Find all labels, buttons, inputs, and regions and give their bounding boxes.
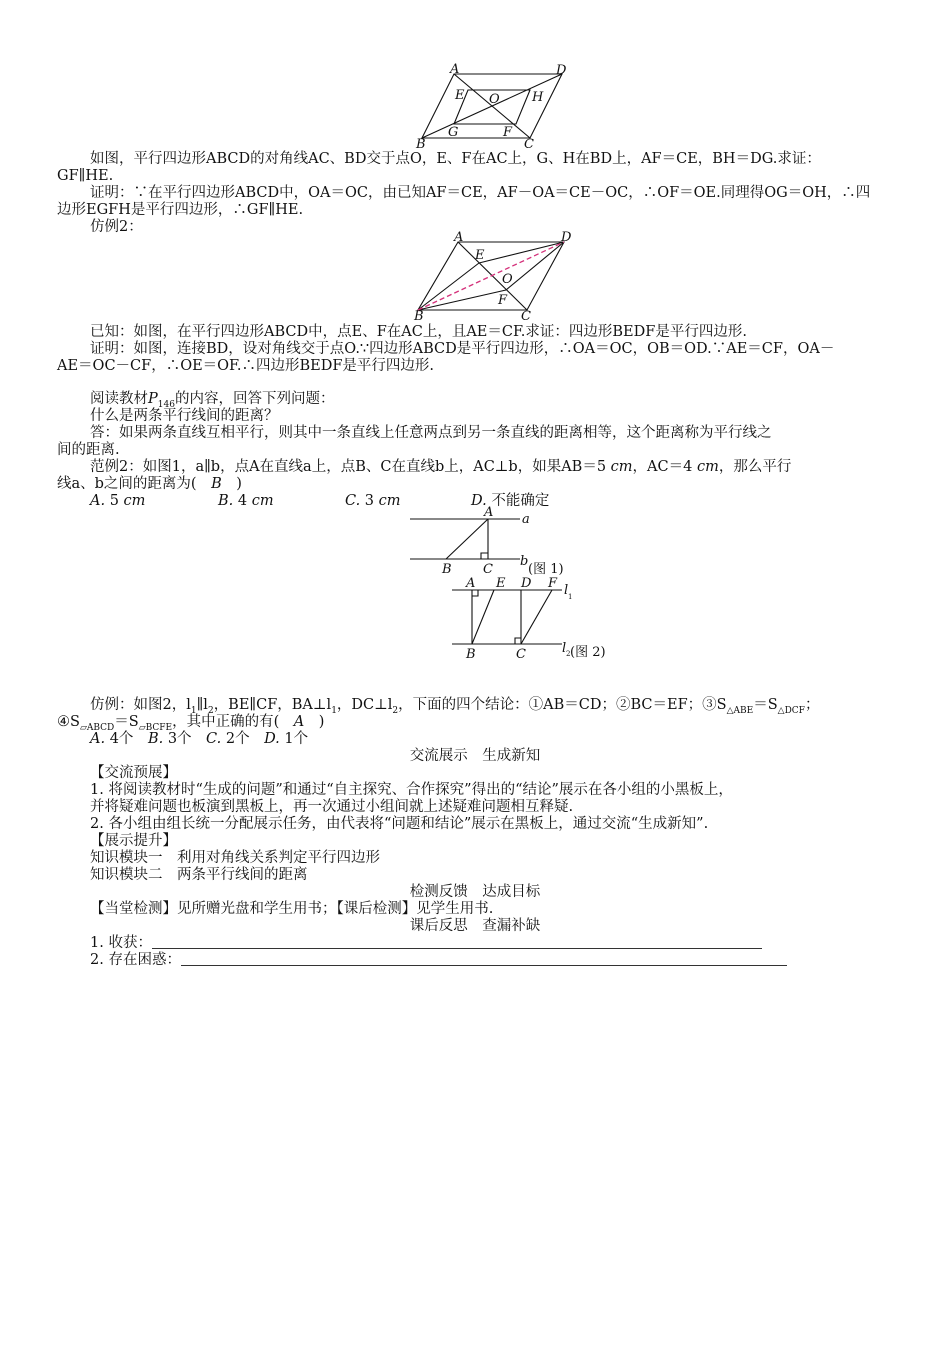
- reading-page-number: 146: [157, 399, 175, 410]
- test-line: 【当堂检测】见所赠光盘和学生用书；【课后检测】见学生用书.: [90, 901, 494, 917]
- figA-label-line-b: b: [520, 554, 529, 569]
- reflect-item1: [90, 934, 762, 952]
- option-text: 5: [109, 493, 124, 509]
- fig1-label-g: G: [448, 125, 459, 140]
- figA-label-a-point: A: [484, 505, 494, 520]
- problem1-proof-line2: 边形EGFH是平行四边形，∴GF∥HE.: [57, 202, 304, 218]
- im3-f: ④S: [57, 714, 80, 730]
- option-unit: cm: [123, 493, 146, 509]
- im3-g: ，其中正确的有(: [172, 714, 294, 730]
- figure-1-parallel-lines: [408, 505, 578, 577]
- reading-suffix: 的内容，回答下列问题：: [174, 391, 335, 407]
- reflect-item1-blank[interactable]: [152, 948, 762, 949]
- example2-text-b: ，AC＝4: [632, 459, 697, 475]
- opt-text: 2个: [225, 731, 250, 747]
- example2-option-a: [90, 492, 145, 510]
- option-unit: cm: [251, 493, 274, 509]
- im3-c: ，BE∥CF，BA⊥l: [213, 697, 332, 713]
- example2-text-c: ，那么平行: [718, 459, 792, 475]
- reading-prefix: 阅读教材: [90, 391, 148, 407]
- im3-eq2: ＝S: [114, 714, 139, 730]
- example2-line1: [90, 458, 791, 476]
- imitation2-title: 仿例2：: [90, 219, 143, 235]
- fig1-label-o: O: [489, 92, 500, 107]
- section-test-heading: 检测反馈 达成目标: [409, 884, 541, 900]
- exchange-preview-title: 【交流预展】: [90, 765, 177, 781]
- opt-letter: C.: [206, 731, 222, 747]
- reading-page-letter: P: [148, 391, 158, 407]
- fig1-label-h: H: [532, 90, 544, 105]
- reading-question: 什么是两条平行线间的距离？: [90, 408, 279, 424]
- reflect-item2-blank[interactable]: [181, 965, 787, 966]
- figB-label-l1: l: [564, 583, 569, 598]
- figB-label-f: F: [548, 576, 558, 591]
- fig2-label-o: O: [502, 272, 513, 287]
- example2-text-e: ): [221, 476, 242, 492]
- opt-letter: A.: [90, 731, 106, 747]
- exchange-p1-line1: 1. 将阅读教材时“生成的问题”和通过“自主探究、合作探究”得出的“结论”展示在各小组的小黑板上，: [90, 782, 733, 798]
- exchange-module1: 知识模块一 利用对角线关系判定平行四边形: [90, 850, 380, 866]
- figB-label-a: A: [466, 576, 476, 591]
- exchange-p2: 2. 各小组由组长统一分配展示任务，由代表将“问题和结论”展示在黑板上，通过交流“生成新知”.: [90, 816, 709, 832]
- option-letter: B.: [218, 493, 234, 509]
- reading-answer-line2: 间的距离.: [57, 442, 120, 458]
- fig2-label-f: F: [498, 293, 508, 308]
- fig1-label-d: D: [556, 63, 567, 78]
- im3-h: ): [304, 714, 325, 730]
- im3-semi: ；: [804, 697, 820, 713]
- example2-option-c: [345, 492, 401, 510]
- example2-text-a: 范例2：如图1，a∥b，点A在直线a上，点B、C在直线b上，AC⊥b，如果AB＝5: [90, 459, 611, 475]
- figA-label-line-a: a: [522, 512, 530, 527]
- exchange-show-title: 【展示提升】: [90, 833, 177, 849]
- fig1-label-e: E: [455, 88, 465, 103]
- opt-letter: D.: [264, 731, 280, 747]
- example2-unit-1: cm: [610, 459, 633, 475]
- im3-sub-abe: △ABE: [726, 705, 754, 716]
- fig1-label-f: F: [503, 125, 513, 140]
- fig1-label-b: B: [416, 137, 426, 148]
- im3-sub-bcfe: ▱BCFE: [138, 722, 173, 733]
- im3-eq: ＝S: [753, 697, 778, 713]
- opt-text: 1个: [284, 731, 309, 747]
- exchange-module2: 知识模块二 两条平行线间的距离: [90, 867, 308, 883]
- figure-parallelogram-bedf: [402, 230, 582, 320]
- example2-line2: [57, 475, 242, 493]
- fig2-label-a: A: [454, 230, 464, 245]
- im3-a: 仿例：如图2，l: [90, 697, 191, 713]
- figB-label-c: C: [516, 647, 526, 662]
- fig2-dashed-diagonal-bd: [418, 242, 564, 310]
- im3-b: ∥l: [196, 697, 208, 713]
- figB-label-l1-sub: 1: [568, 593, 573, 601]
- figB-label-b: B: [466, 647, 476, 662]
- exchange-p1-line2: 并将疑难问题也板演到黑板上，再一次通过小组间就上述疑难问题相互释疑.: [90, 799, 574, 815]
- figB-label-l2: l: [562, 641, 567, 656]
- option-letter: D.: [471, 493, 487, 509]
- reflect-item1-label: 1. 收获：: [90, 935, 152, 951]
- figure-parallelogram-efgh: [412, 62, 580, 148]
- im3-d: ，DC⊥l: [336, 697, 393, 713]
- figA-label-c-point: C: [483, 562, 493, 577]
- fig1-label-c: C: [524, 137, 534, 148]
- problem2-proof-line1: 证明：如图，连接BD，设对角线交于点O.∵四边形ABCD是平行四边形，∴OA＝OC，OB＝OD.∵AE＝CF，OA－: [90, 341, 835, 357]
- fig2-label-e: E: [475, 248, 485, 263]
- figB-label-l2-sub: 2: [566, 650, 571, 658]
- problem2-proof-line2: AE＝OC－CF，∴OE＝OF.∴四边形BEDF是平行四边形.: [57, 358, 434, 374]
- section-exchange-heading: 交流展示 生成新知: [409, 748, 541, 764]
- im3-sub-2b: 2: [392, 705, 399, 716]
- problem2-line1: 已知：如图，在平行四边形ABCD中，点E、F在AC上，且AE＝CF.求证：四边形BEDF是平行四边形.: [90, 324, 747, 340]
- problem1-line1: 如图，平行四边形ABCD的对角线AC、BD交于点O，E、F在AC上，G、H在BD上，AF＝CE，BH＝DG.求证：: [90, 151, 821, 167]
- im3-e: ，下面的四个结论：①AB＝CD；②BC＝EF；③S: [398, 697, 727, 713]
- imitation3-options: [90, 730, 308, 748]
- example2-text-d: 线a、b之间的距离为(: [57, 476, 212, 492]
- fig2-label-b: B: [414, 309, 424, 320]
- example2-unit-2: cm: [696, 459, 719, 475]
- figB-label-d: D: [521, 576, 532, 591]
- figB-label-e: E: [496, 576, 506, 591]
- im3-sub-dcf: △DCF: [777, 705, 805, 716]
- figure-2-parallel-lines: [446, 574, 626, 666]
- im3-answer: A: [293, 714, 305, 730]
- reflect-item2: [90, 951, 787, 969]
- reading-answer-line1: 答：如果两条直线互相平行，则其中一条直线上任意两点到另一条直线的距离相等，这个距离称为平行线之: [90, 425, 772, 441]
- figA-caption: (图 1): [528, 562, 564, 577]
- figB-caption: (图 2): [570, 645, 606, 660]
- problem1-line2: GF∥HE.: [57, 168, 114, 184]
- fig2-label-c: C: [521, 309, 531, 320]
- example2-option-b: [218, 492, 274, 510]
- figA-label-b-point: B: [442, 562, 452, 577]
- option-unit: cm: [378, 493, 401, 509]
- opt-text: 3个: [167, 731, 192, 747]
- opt-text: 4个: [109, 731, 134, 747]
- fig2-label-d: D: [561, 230, 572, 245]
- im3-sub-1b: 1: [331, 705, 337, 716]
- option-text: 4: [237, 493, 252, 509]
- example2-answer: B: [211, 476, 222, 492]
- problem1-proof-line1: 证明：∵在平行四边形ABCD中，OA＝OC，由已知AF＝CE，AF－OA＝CE－OC，∴OF＝OE.同理得OG＝OH，∴四: [90, 185, 871, 201]
- fig1-label-a: A: [450, 62, 460, 77]
- option-text: 3: [364, 493, 379, 509]
- option-letter: A.: [90, 493, 106, 509]
- im3-sub-1a: 1: [190, 705, 197, 716]
- im3-sub-2a: 2: [207, 705, 214, 716]
- option-text: 不能确定: [491, 493, 550, 509]
- section-reflect-heading: 课后反思 查漏补缺: [409, 918, 541, 934]
- opt-letter: B.: [147, 731, 164, 747]
- im3-sub-abcd: ▱ABCD: [79, 722, 115, 733]
- reflect-item2-label: 2. 存在困惑：: [90, 952, 181, 968]
- option-letter: C.: [345, 493, 361, 509]
